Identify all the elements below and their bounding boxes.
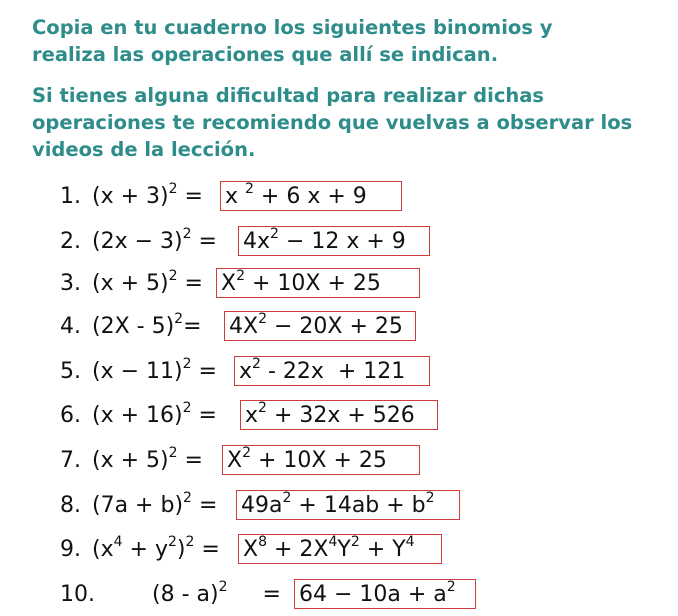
binomial-expression: $(x + 5)^2$ = [92,445,203,473]
exercise-number: 9. [60,537,81,562]
exercise-row [60,225,406,259]
answer-box: $x^2 - 22x + 121$ [234,356,430,386]
binomial-expression: $(7a + b)^2$ = [92,490,218,518]
exercise-number: 2. [60,229,81,254]
exercise-number: 7. [60,448,81,473]
answer-box: $X^2 + 10X + 25$ [216,268,420,298]
exercise-number: 5. [60,359,81,384]
binomial-expression: $(x - 11)^2$ = [92,356,217,384]
answer-box: $X^8 + 2X^4Y^2 + Y^4$ [238,534,442,564]
exercise-number: 10. [60,582,95,607]
exercise-number: 6. [60,403,81,428]
binomial-expression: $(x + 16)^2$ = [92,400,217,428]
answer-box: $4x^2 - 12$ x + 9 [238,226,430,256]
exercise-row [60,399,415,433]
exercise-row [60,444,387,478]
exercise-row [60,180,367,214]
instruction-line: Copia en tu cuaderno los siguientes binomios y [32,16,553,39]
binomial-expression: (8 - a)$^2$ = [152,579,281,607]
binomial-expression: $(2x - 3)^2$ = [92,226,217,254]
answer-box: $49a^2 + 14ab + b^2$ [236,490,460,520]
exercise-row [60,489,435,523]
instruction-line: realiza las operaciones que allí se indican. [32,43,499,66]
exercise-row [60,578,456,612]
binomial-expression: $(x^4 + y^2)^2$ = [92,534,220,562]
exercise-number: 1. [60,184,81,209]
exercise-number: 8. [60,493,81,518]
answer-box: $4X^2 - 20X + 25$ [224,311,416,341]
instruction-line: operaciones te recomiendo que vuelvas a observar los [32,111,633,134]
exercise-row [60,533,415,567]
exercise-row [60,355,406,389]
instructions-paragraph-1 [32,14,552,68]
exercise-row [60,310,403,344]
answer-box: $x^2 + 32x + 526$ [240,400,438,430]
exercise-row [60,267,381,301]
binomial-expression: $(x + 5)^2$ = [92,268,203,296]
binomial-expression: $(x + 3)^2$ = [92,181,203,209]
answer-box: $64 - 10a + a^2$ [294,579,476,609]
instruction-line: videos de la lección. [32,138,256,161]
binomial-expression: (2X - 5)$^2$= [92,311,202,339]
instruction-line: Si tienes alguna dificultad para realizar dichas [32,84,545,107]
exercise-number: 4. [60,314,81,339]
answer-box: x $^2$ + 6 x + 9 [220,181,402,211]
exercise-number: 3. [60,271,81,296]
answer-box: $X^2 + 10X + 25$ [222,445,420,475]
instructions-paragraph-2 [32,82,672,163]
